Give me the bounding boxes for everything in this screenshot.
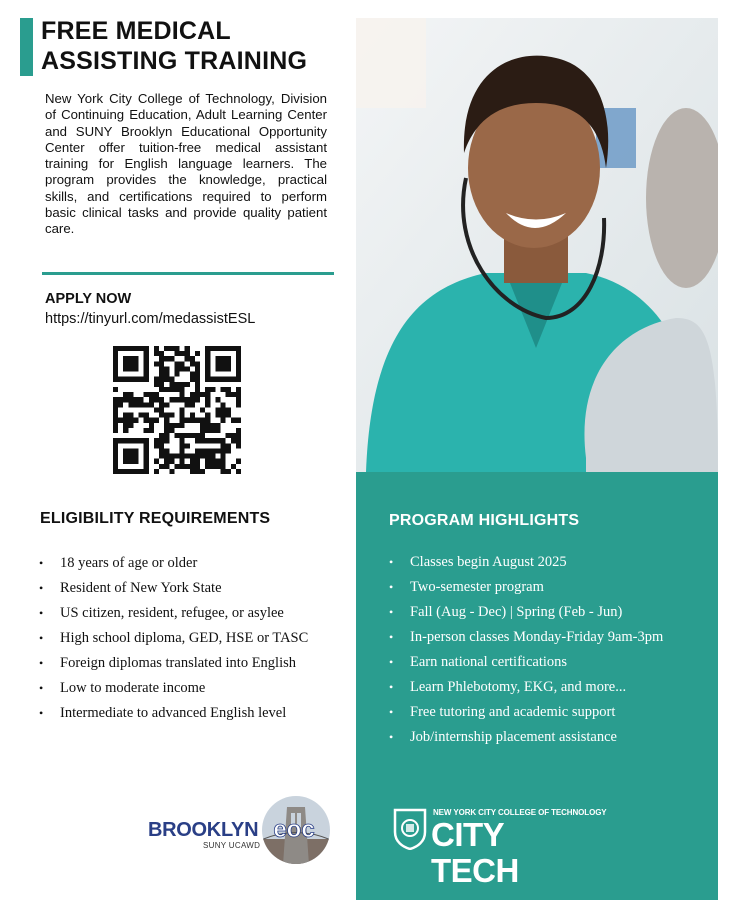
page-title — [41, 16, 307, 76]
title-line-2: ASSISTING TRAINING — [41, 47, 308, 75]
intro-paragraph: New York City College of Technology, Division of Continuing Education, Adult Learning Center and SUNY Brooklyn Educational Opportunity Center offer tuition-free medical assistant training for English language learners. The program provides the knowledge, practical skills, and certifications required to perform basic clinical tasks and provide quality patient care. — [45, 91, 327, 237]
city-tech-wordmark: CITY TECH — [431, 816, 519, 889]
city-tech-logo — [393, 806, 607, 889]
brooklyn-subtitle: SUNY UCAWD — [203, 841, 261, 850]
list-item: • Intermediate to advanced English level — [39, 705, 329, 722]
list-item: • High school diploma, GED, HSE or TASC — [39, 630, 329, 647]
apply-now-label: APPLY NOW — [45, 291, 132, 307]
list-item: • Two-semester program — [389, 578, 709, 596]
program-highlights-heading: PROGRAM HIGHLIGHTS — [389, 512, 580, 529]
brooklyn-eoc-logo — [145, 795, 335, 867]
list-item: • In-person classes Monday-Friday 9am-3pm — [389, 628, 709, 646]
eligibility-list — [39, 555, 329, 730]
program-highlights-list — [389, 553, 709, 753]
eligibility-heading: ELIGIBILITY REQUIREMENTS — [40, 510, 271, 527]
list-item: • Resident of New York State — [39, 580, 329, 597]
list-item: • Classes begin August 2025 — [389, 553, 709, 571]
list-item: • Foreign diplomas translated into English — [39, 655, 329, 672]
hero-photo — [356, 18, 718, 472]
list-item: • US citizen, resident, refugee, or asylee — [39, 605, 329, 622]
city-tech-subtitle: NEW YORK CITY COLLEGE OF TECHNOLOGY — [433, 808, 607, 817]
city-tech-shield-icon — [393, 808, 427, 850]
section-divider — [42, 272, 334, 275]
list-item: • Fall (Aug - Dec) | Spring (Feb - Jun) — [389, 603, 709, 621]
brooklyn-wordmark: BROOKLYN — [148, 819, 259, 841]
qr-code[interactable] — [113, 346, 241, 474]
eoc-badge — [261, 795, 331, 865]
eoc-text: eoc — [273, 816, 315, 843]
list-item: • Free tutoring and academic support — [389, 703, 709, 721]
list-item: • Earn national certifications — [389, 653, 709, 671]
title-line-1: FREE MEDICAL — [41, 17, 231, 45]
list-item: • Learn Phlebotomy, EKG, and more... — [389, 678, 709, 696]
apply-url-link[interactable]: https://tinyurl.com/medassistESL — [45, 311, 256, 327]
list-item: • 18 years of age or older — [39, 555, 329, 572]
list-item: • Low to moderate income — [39, 680, 329, 697]
list-item: • Job/internship placement assistance — [389, 728, 709, 746]
title-accent-bar — [20, 18, 33, 76]
